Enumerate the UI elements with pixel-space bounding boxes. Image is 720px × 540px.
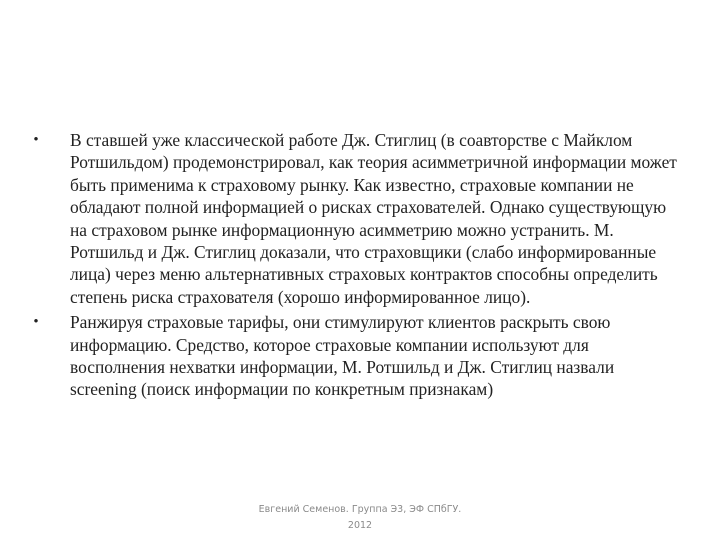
slide-footer: [250, 502, 470, 534]
bullet-item-screening: [30, 311, 680, 401]
bullet-text: В ставшей уже классической работе Дж. Стиглиц (в соавторстве с Майклом Ротшильдом) продемонстрировал, как теория асимметричной информации может быть применима к страховому рынку. Как известно, страховые компании не обладают полной информацией о рисках страхователей. Однако существующую на страховом рынке информационную асимметрию можно устранить. М. Ротшильд и Дж. Стиглиц доказали, что страховщики (слабо информированные лица) через меню альтернативных страховых контрактов способны определить степень риска страхователя (хорошо информированное лицо).: [70, 130, 677, 307]
bullet-list: [30, 129, 680, 404]
footer-author: Евгений Семенов. Группа Э3, ЭФ СПбГУ.: [258, 504, 462, 515]
footer-year: 2012: [347, 520, 373, 531]
bullet-marker: •: [33, 314, 39, 331]
bullet-item-rothschild-stiglitz: [30, 129, 680, 308]
bullet-text: Ранжируя страховые тарифы, они стимулируют клиентов раскрыть свою информацию. Средство, которое страховые компании используют для восполнения нехватки информации, М. Ротшильд и Дж. Стиглиц назвали screening (поиск информации по конкретным признакам): [70, 312, 615, 400]
bullet-marker: •: [33, 132, 39, 148]
